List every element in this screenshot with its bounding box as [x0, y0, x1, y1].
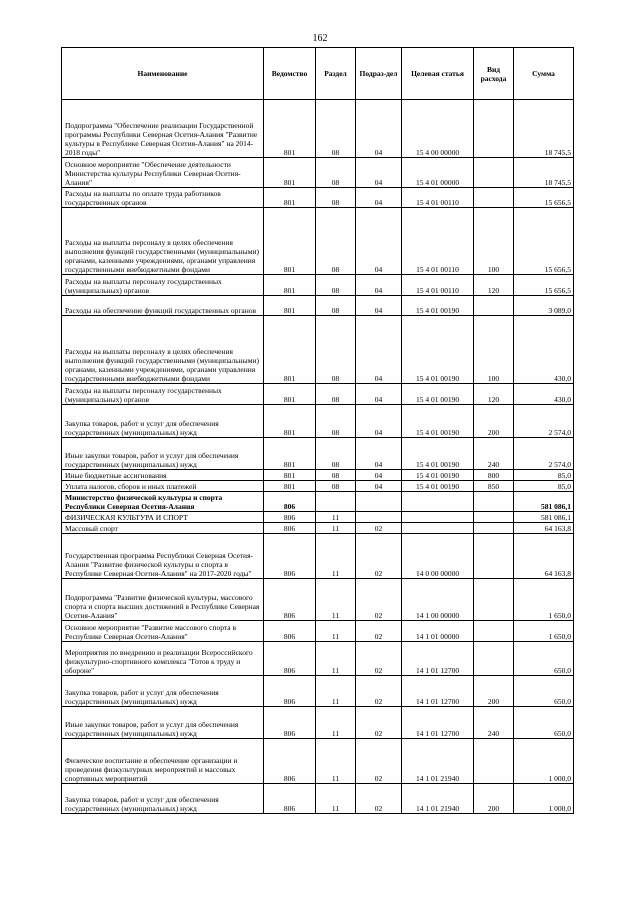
cell-name: Министерство физической культуры и спорта Республики Северная Осетия-Алания	[62, 492, 264, 512]
cell-vid-rashoda: 120	[474, 384, 514, 405]
cell-podrazdel: 02	[356, 621, 402, 642]
cell-name: Закупка товаров, работ и услуг для обеспечения государственных (муниципальных) нужд	[62, 676, 264, 707]
cell-vid-rashoda: 120	[474, 275, 514, 296]
cell-vid-rashoda: 240	[474, 438, 514, 470]
cell-cel-statya: 15 4 01 00190	[402, 296, 474, 316]
cell-name: Подпрограмма "Обеспечение реализации Государственной программы Республики Северная Осетия-Алания "Развитие культуры в Республике Северная Осетия-Алания" на 2014-2018 годы"	[62, 100, 264, 158]
cell-vedomstvo: 806	[264, 676, 316, 707]
cell-vedomstvo: 801	[264, 470, 316, 481]
table-row	[62, 208, 574, 275]
cell-vedomstvo: 801	[264, 438, 316, 470]
cell-vedomstvo: 806	[264, 621, 316, 642]
cell-summa: 430,0	[514, 316, 574, 384]
cell-podrazdel: 04	[356, 481, 402, 492]
cell-name: Расходы на выплаты персоналу в целях обеспечения выполнения функций государственными (муниципальными) органами, казенными учреждениями, органами управления государственными внебюджетными фондами	[62, 208, 264, 275]
cell-name: Мероприятия по внедрению и реализации Всероссийского физкультурно-спортивного комплекса "Готов к труду и обороне"	[62, 642, 264, 676]
cell-podrazdel: 04	[356, 275, 402, 296]
cell-cel-statya: 15 4 01 00110	[402, 188, 474, 208]
cell-vid-rashoda	[474, 642, 514, 676]
cell-razdel: 11	[316, 642, 356, 676]
header-row	[62, 48, 574, 100]
cell-podrazdel: 04	[356, 470, 402, 481]
cell-cel-statya	[402, 512, 474, 523]
cell-summa: 64 163,8	[514, 523, 574, 534]
cell-razdel: 11	[316, 512, 356, 523]
cell-podrazdel: 02	[356, 676, 402, 707]
cell-cel-statya: 14 1 01 00000	[402, 621, 474, 642]
header-name: Наименование	[62, 48, 264, 100]
cell-summa: 15 656,5	[514, 188, 574, 208]
table-row	[62, 438, 574, 470]
cell-vid-rashoda: 240	[474, 707, 514, 739]
table-row	[62, 384, 574, 405]
cell-cel-statya: 15 4 01 00190	[402, 316, 474, 384]
cell-vid-rashoda: 800	[474, 470, 514, 481]
cell-summa: 85,0	[514, 481, 574, 492]
cell-razdel: 08	[316, 158, 356, 188]
cell-vedomstvo: 801	[264, 296, 316, 316]
cell-vedomstvo: 806	[264, 534, 316, 579]
cell-cel-statya: 15 4 01 00110	[402, 208, 474, 275]
cell-cel-statya: 14 1 01 12700	[402, 676, 474, 707]
cell-summa: 15 656,5	[514, 208, 574, 275]
cell-summa: 18 745,5	[514, 158, 574, 188]
header-vedomstvo: Ведомство	[264, 48, 316, 100]
cell-summa: 650,0	[514, 642, 574, 676]
budget-table	[61, 47, 574, 814]
table-row	[62, 275, 574, 296]
cell-name: Массовый спорт	[62, 523, 264, 534]
cell-podrazdel: 04	[356, 438, 402, 470]
table-row	[62, 534, 574, 579]
table-row	[62, 405, 574, 438]
cell-vedomstvo: 801	[264, 405, 316, 438]
cell-cel-statya: 15 4 01 00190	[402, 384, 474, 405]
cell-vedomstvo: 806	[264, 707, 316, 739]
cell-name: Основное мероприятие "Обеспечение деятельности Министерства культуры Республики Северная Осетия-Алания"	[62, 158, 264, 188]
header-vid-rashoda: Вид расхода	[474, 48, 514, 100]
table-row	[62, 621, 574, 642]
cell-name: Расходы на выплаты персоналу государственных (муниципальных) органов	[62, 275, 264, 296]
cell-cel-statya: 14 1 01 21940	[402, 739, 474, 784]
cell-vid-rashoda	[474, 188, 514, 208]
cell-vedomstvo: 801	[264, 100, 316, 158]
cell-vedomstvo: 801	[264, 481, 316, 492]
cell-summa: 650,0	[514, 676, 574, 707]
cell-vid-rashoda: 200	[474, 784, 514, 814]
cell-podrazdel: 04	[356, 158, 402, 188]
cell-razdel: 08	[316, 438, 356, 470]
cell-razdel: 11	[316, 523, 356, 534]
table-row	[62, 481, 574, 492]
cell-name: Подпрограмма "Развитие физической культуры, массового спорта и спорта высших достижений в Республике Северная Осетия-Алания"	[62, 579, 264, 621]
cell-razdel: 08	[316, 316, 356, 384]
cell-cel-statya: 15 4 01 00190	[402, 481, 474, 492]
cell-vid-rashoda	[474, 579, 514, 621]
cell-razdel: 11	[316, 579, 356, 621]
cell-summa: 430,0	[514, 384, 574, 405]
cell-podrazdel: 04	[356, 296, 402, 316]
cell-summa: 581 086,1	[514, 492, 574, 512]
cell-razdel: 11	[316, 676, 356, 707]
cell-name: Расходы на выплаты персоналу государственных (муниципальных) органов	[62, 384, 264, 405]
table-row	[62, 158, 574, 188]
cell-razdel: 08	[316, 208, 356, 275]
cell-vid-rashoda	[474, 534, 514, 579]
cell-razdel: 08	[316, 275, 356, 296]
cell-vid-rashoda: 100	[474, 316, 514, 384]
header-razdel: Раздел	[316, 48, 356, 100]
cell-name: Уплата налогов, сборов и иных платежей	[62, 481, 264, 492]
cell-name: Расходы на выплаты персоналу в целях обеспечения выполнения функций государственными (муниципальными) органами, казенными учреждениями, органами управления государственными внебюджетными фондами	[62, 316, 264, 384]
cell-summa: 3 089,0	[514, 296, 574, 316]
cell-vedomstvo: 801	[264, 188, 316, 208]
cell-name: Расходы на выплаты по оплате труда работников государственных органов	[62, 188, 264, 208]
table-row	[62, 470, 574, 481]
cell-name: Расходы на обеспечение функций государственных органов	[62, 296, 264, 316]
cell-summa: 1 650,0	[514, 579, 574, 621]
cell-podrazdel: 02	[356, 523, 402, 534]
cell-vid-rashoda: 100	[474, 208, 514, 275]
cell-vedomstvo: 801	[264, 384, 316, 405]
cell-vid-rashoda	[474, 512, 514, 523]
cell-razdel: 08	[316, 384, 356, 405]
table-row	[62, 512, 574, 523]
cell-podrazdel	[356, 512, 402, 523]
table-row	[62, 642, 574, 676]
cell-vedomstvo: 806	[264, 784, 316, 814]
page-number: 162	[312, 33, 328, 44]
cell-cel-statya: 15 4 01 00190	[402, 405, 474, 438]
table-row	[62, 784, 574, 814]
table-row	[62, 707, 574, 739]
cell-summa: 18 745,5	[514, 100, 574, 158]
cell-summa: 650,0	[514, 707, 574, 739]
cell-name: Государственная программа Республики Северная Осетия-Алания "Развитие физической культуры и спорта в Республике Северная Осетия-Алания" на 2017-2020 годы"	[62, 534, 264, 579]
cell-summa: 64 163,8	[514, 534, 574, 579]
cell-vid-rashoda	[474, 100, 514, 158]
cell-cel-statya	[402, 523, 474, 534]
cell-podrazdel: 02	[356, 642, 402, 676]
cell-cel-statya: 14 1 01 12700	[402, 707, 474, 739]
cell-vid-rashoda	[474, 621, 514, 642]
cell-podrazdel: 04	[356, 384, 402, 405]
cell-cel-statya: 14 1 01 12700	[402, 642, 474, 676]
cell-razdel: 11	[316, 784, 356, 814]
cell-razdel: 11	[316, 707, 356, 739]
cell-razdel: 08	[316, 296, 356, 316]
cell-cel-statya: 15 4 01 00190	[402, 470, 474, 481]
cell-razdel: 08	[316, 100, 356, 158]
cell-razdel: 11	[316, 621, 356, 642]
cell-vid-rashoda	[474, 523, 514, 534]
cell-summa: 1 650,0	[514, 621, 574, 642]
cell-vedomstvo: 806	[264, 579, 316, 621]
cell-name: Основное мероприятие "Развитие массового спорта в Республике Северная Осетия-Алания"	[62, 621, 264, 642]
header-podrazdel: Подраз-дел	[356, 48, 402, 100]
cell-vid-rashoda	[474, 739, 514, 784]
cell-summa: 1 000,0	[514, 784, 574, 814]
cell-podrazdel: 02	[356, 784, 402, 814]
cell-vedomstvo: 806	[264, 642, 316, 676]
cell-vedomstvo: 806	[264, 512, 316, 523]
table-row	[62, 492, 574, 512]
cell-razdel: 11	[316, 534, 356, 579]
header-cel-statya: Целевая статья	[402, 48, 474, 100]
table-row	[62, 316, 574, 384]
cell-podrazdel: 02	[356, 534, 402, 579]
cell-podrazdel	[356, 492, 402, 512]
cell-cel-statya: 15 4 00 00000	[402, 100, 474, 158]
cell-name: Физическое воспитание и обеспечение организации и проведения физкультурных мероприятий и массовых спортивных мероприятий	[62, 739, 264, 784]
cell-cel-statya: 14 1 00 00000	[402, 579, 474, 621]
cell-summa: 2 574,0	[514, 438, 574, 470]
cell-cel-statya: 14 1 01 21940	[402, 784, 474, 814]
cell-razdel: 08	[316, 481, 356, 492]
cell-cel-statya: 15 4 01 00000	[402, 158, 474, 188]
cell-podrazdel: 04	[356, 405, 402, 438]
table-body	[62, 100, 574, 814]
cell-razdel: 08	[316, 188, 356, 208]
cell-vedomstvo: 806	[264, 739, 316, 784]
table-row	[62, 739, 574, 784]
cell-name: Закупка товаров, работ и услуг для обеспечения государственных (муниципальных) нужд	[62, 784, 264, 814]
cell-vedomstvo: 801	[264, 316, 316, 384]
cell-cel-statya: 15 4 01 00110	[402, 275, 474, 296]
cell-podrazdel: 04	[356, 316, 402, 384]
cell-cel-statya: 15 4 01 00190	[402, 438, 474, 470]
table-row	[62, 676, 574, 707]
cell-cel-statya	[402, 492, 474, 512]
cell-razdel: 08	[316, 470, 356, 481]
cell-podrazdel: 04	[356, 208, 402, 275]
cell-name: Закупка товаров, работ и услуг для обеспечения государственных (муниципальных) нужд	[62, 405, 264, 438]
header-summa: Сумма	[514, 48, 574, 100]
cell-vid-rashoda	[474, 158, 514, 188]
cell-name: Иные бюджетные ассигнования	[62, 470, 264, 481]
cell-razdel: 11	[316, 739, 356, 784]
cell-vedomstvo: 801	[264, 275, 316, 296]
cell-name: Иные закупки товаров, работ и услуг для обеспечения государственных (муниципальных) нужд	[62, 707, 264, 739]
cell-vedomstvo: 801	[264, 208, 316, 275]
table-row	[62, 188, 574, 208]
cell-vid-rashoda: 200	[474, 405, 514, 438]
cell-razdel: 08	[316, 405, 356, 438]
cell-name: ФИЗИЧЕСКАЯ КУЛЬТУРА И СПОРТ	[62, 512, 264, 523]
cell-podrazdel: 02	[356, 579, 402, 621]
table-row	[62, 523, 574, 534]
cell-summa: 2 574,0	[514, 405, 574, 438]
cell-summa: 581 086,1	[514, 512, 574, 523]
cell-podrazdel: 02	[356, 707, 402, 739]
cell-vid-rashoda	[474, 296, 514, 316]
cell-vid-rashoda: 850	[474, 481, 514, 492]
cell-vid-rashoda	[474, 492, 514, 512]
cell-vedomstvo: 806	[264, 492, 316, 512]
cell-summa: 1 000,0	[514, 739, 574, 784]
table-row	[62, 296, 574, 316]
cell-name: Иные закупки товаров, работ и услуг для обеспечения государственных (муниципальных) нужд	[62, 438, 264, 470]
cell-vedomstvo: 801	[264, 158, 316, 188]
cell-podrazdel: 02	[356, 739, 402, 784]
cell-summa: 85,0	[514, 470, 574, 481]
table-row	[62, 100, 574, 158]
cell-vid-rashoda: 200	[474, 676, 514, 707]
cell-summa: 15 656,5	[514, 275, 574, 296]
table-row	[62, 579, 574, 621]
cell-vedomstvo: 806	[264, 523, 316, 534]
cell-cel-statya: 14 0 00 00000	[402, 534, 474, 579]
cell-podrazdel: 04	[356, 188, 402, 208]
cell-podrazdel: 04	[356, 100, 402, 158]
cell-razdel	[316, 492, 356, 512]
